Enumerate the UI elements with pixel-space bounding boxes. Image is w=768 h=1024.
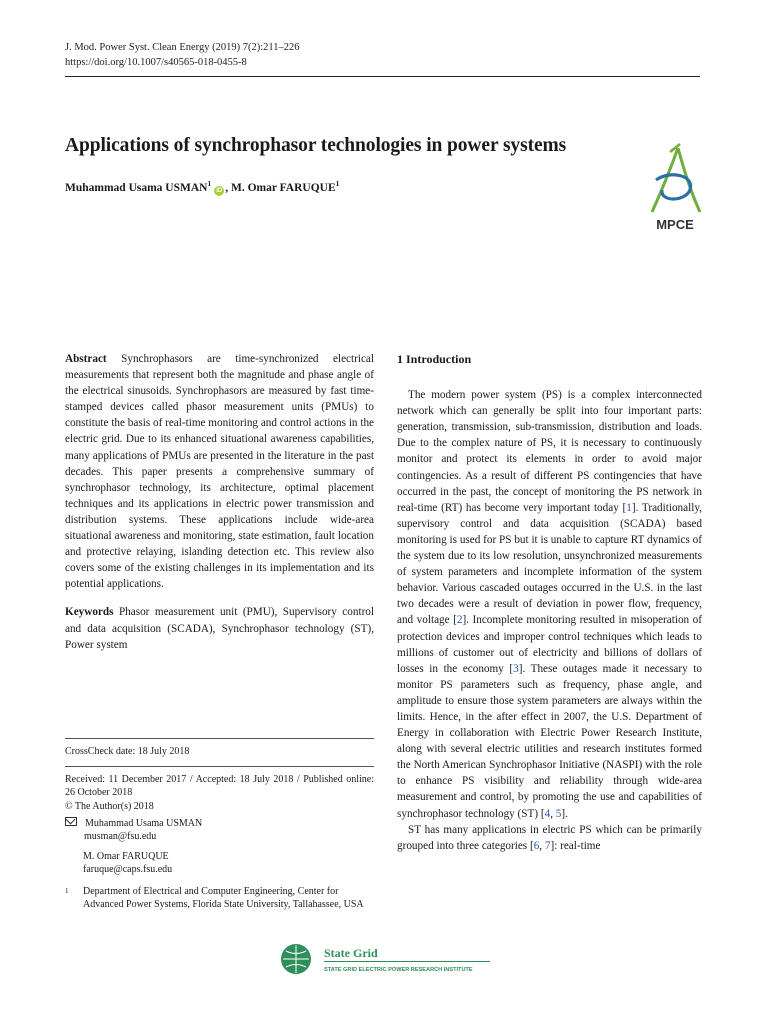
logo-stroke-left (652, 148, 678, 212)
contact-1 (65, 817, 202, 844)
intro-paragraph-1 (397, 387, 702, 822)
author-2-name: M. Omar FARUQUE (230, 181, 336, 194)
footer-rule (324, 961, 490, 962)
keywords (65, 604, 374, 652)
copyright: © The Author(s) 2018 (65, 800, 154, 812)
paper-title: Applications of synchrophasor technologies in power systems (65, 135, 567, 156)
keywords-text: Phasor measurement unit (PMU), Supervisory control and data acquisition (SCADA), Synchrophasor technology (ST), Power system (65, 606, 374, 651)
journal-header (65, 40, 299, 70)
citation-link[interactable]: 5 (555, 807, 562, 820)
footnote-rule (65, 738, 374, 739)
affiliation (65, 885, 374, 912)
intro-p2-text-b: , (539, 839, 545, 852)
mail-icon (65, 817, 77, 826)
citation-link[interactable]: 1 (626, 501, 632, 514)
citation-link[interactable]: 3 (513, 662, 519, 675)
contact-2-name: M. Omar FARUQUE (83, 851, 169, 862)
citation-link[interactable]: 4 (544, 807, 551, 820)
abstract (65, 351, 374, 592)
doi-link[interactable]: https://doi.org/10.1007/s40565-018-0455-8 (65, 57, 247, 68)
contact-1-email[interactable]: musman@fsu.edu (84, 831, 157, 843)
citation-link[interactable]: 7 (544, 839, 551, 852)
received-dates (65, 773, 374, 813)
contact-2-email[interactable]: faruque@caps.fsu.edu (83, 864, 173, 876)
logo-label: MPCE (656, 217, 694, 232)
footer-subtitle: STATE GRID ELECTRIC POWER RESEARCH INSTITUTE (324, 967, 473, 973)
author-line (65, 179, 339, 196)
abstract-text: Synchrophasors are time-synchronized electrical measurements that represent both the magnitude and phase angle of the electrical sinusoids. Synchrophasors are measured by fast time-stamped devices called phasor measurement units (PMUs) to constitute the basis of real-time monitoring and control actions in the electric grid. Due to its enhanced situational awareness capabilities, many applications of PMUs are presented in the literature in the past decades. This paper presents a comprehensive summary of synchrophasor technology, its architecture, optimal placement techniques and its applications in electric power transmission and distribution systems. These applications include wide-area situational awareness and monitoring, state estimation, fault location and protective relaying, islanding detection etc. This review also covers some of the existing challenges in its implementation and its potential applications. (65, 353, 374, 591)
section-heading-introduction: 1 Introduction (397, 352, 472, 366)
header-rule (65, 76, 700, 77)
contact-1-name: Muhammad Usama USMAN (85, 818, 203, 829)
intro-p1-text-d: ]. These outages made it necessary to monitor PS parameters such as frequency, phase angle, and amplitude to ensure those system parameters are always within the limits. Hence, in the after effect in 2007, the U.S. Department of Energy in collaboration with Electric Power Research Institute, along with several electric utilities and research institutes formed the North American Synchrophasor Initiative (NASPI) with the role to enhance PS visibility and reliability through wide-area measurement and control, by promoting the use and capabilities of synchrophasor technology (ST) [ (397, 662, 702, 820)
intro-p2-text-a: ST has many applications in electric PS which can be primarily grouped into three categories [ (397, 823, 702, 852)
intro-p1-text-f: ]. (561, 807, 568, 820)
author-1-affil: 1 (207, 179, 212, 188)
affiliation-number: 1 (65, 887, 69, 895)
abstract-label: Abstract (65, 353, 107, 365)
citation-link[interactable]: 2 (456, 614, 463, 627)
orcid-icon[interactable]: iD (216, 187, 223, 194)
keywords-label: Keywords (65, 606, 114, 619)
received-text: Received: 11 December 2017 / Accepted: 18 July 2018 / Published online: 26 October 2018 (65, 774, 374, 799)
left-column (65, 351, 374, 653)
right-column (397, 351, 702, 854)
intro-p1-text-c: ]. Incomplete monitoring resulted in misoperation of protection devices and improper control techniques which leads to millions of customer out of electricity and billions of dollars of losses in the economy [ (397, 614, 702, 675)
journal-citation: J. Mod. Power Syst. Clean Energy (2019) 7(2):211–226 (65, 42, 300, 53)
logo-swoosh (656, 175, 691, 199)
state-grid-logo (278, 940, 498, 978)
intro-paragraph-2 (397, 822, 702, 854)
author-2-affil: 1 (335, 179, 340, 188)
mpce-logo-icon (640, 140, 710, 235)
footnote-rule-2 (65, 766, 374, 767)
crosscheck-date: CrossCheck date: 18 July 2018 (65, 746, 190, 757)
intro-p1-text-b: ]. Traditionally, supervisory control and data acquisition (SCADA) based monitoring is used for PS but it is unable to capture RT dynamics of the system due to its low resolution, unsynchronized measurements of system parameters and incomplete information of the system behavior. Various cascaded outages occurred in the U.S. in the last two decades were a result of deviation in power flow, frequency, and voltage [ (397, 501, 702, 627)
footer-brand: State Grid (324, 946, 378, 960)
citation-link[interactable]: 6 (533, 839, 540, 852)
contact-2 (83, 850, 172, 877)
intro-p1-text-e: , (550, 807, 556, 820)
intro-p1-text-a: The modern power system (PS) is a complex interconnected network which can generally be split into four important parts: generation, transmission, sub-transmission, distribution and loads. Due to the complex nature of PS, it is necessary to continuously monitor and protect its elements in order to avoid major contingencies. As a result of different PS contingencies that have occurred in the past, the concept of monitoring the PS network in real-time (RT) has become very important today [ (397, 389, 702, 514)
author-1-name: Muhammad Usama USMAN (65, 181, 208, 194)
intro-p2-text-c: ]: real-time (550, 839, 601, 852)
affiliation-text: Department of Electrical and Computer Engineering, Center for Advanced Power Systems, Florida State University, Tallahassee, USA (83, 886, 364, 911)
author-separator: , (225, 181, 231, 194)
